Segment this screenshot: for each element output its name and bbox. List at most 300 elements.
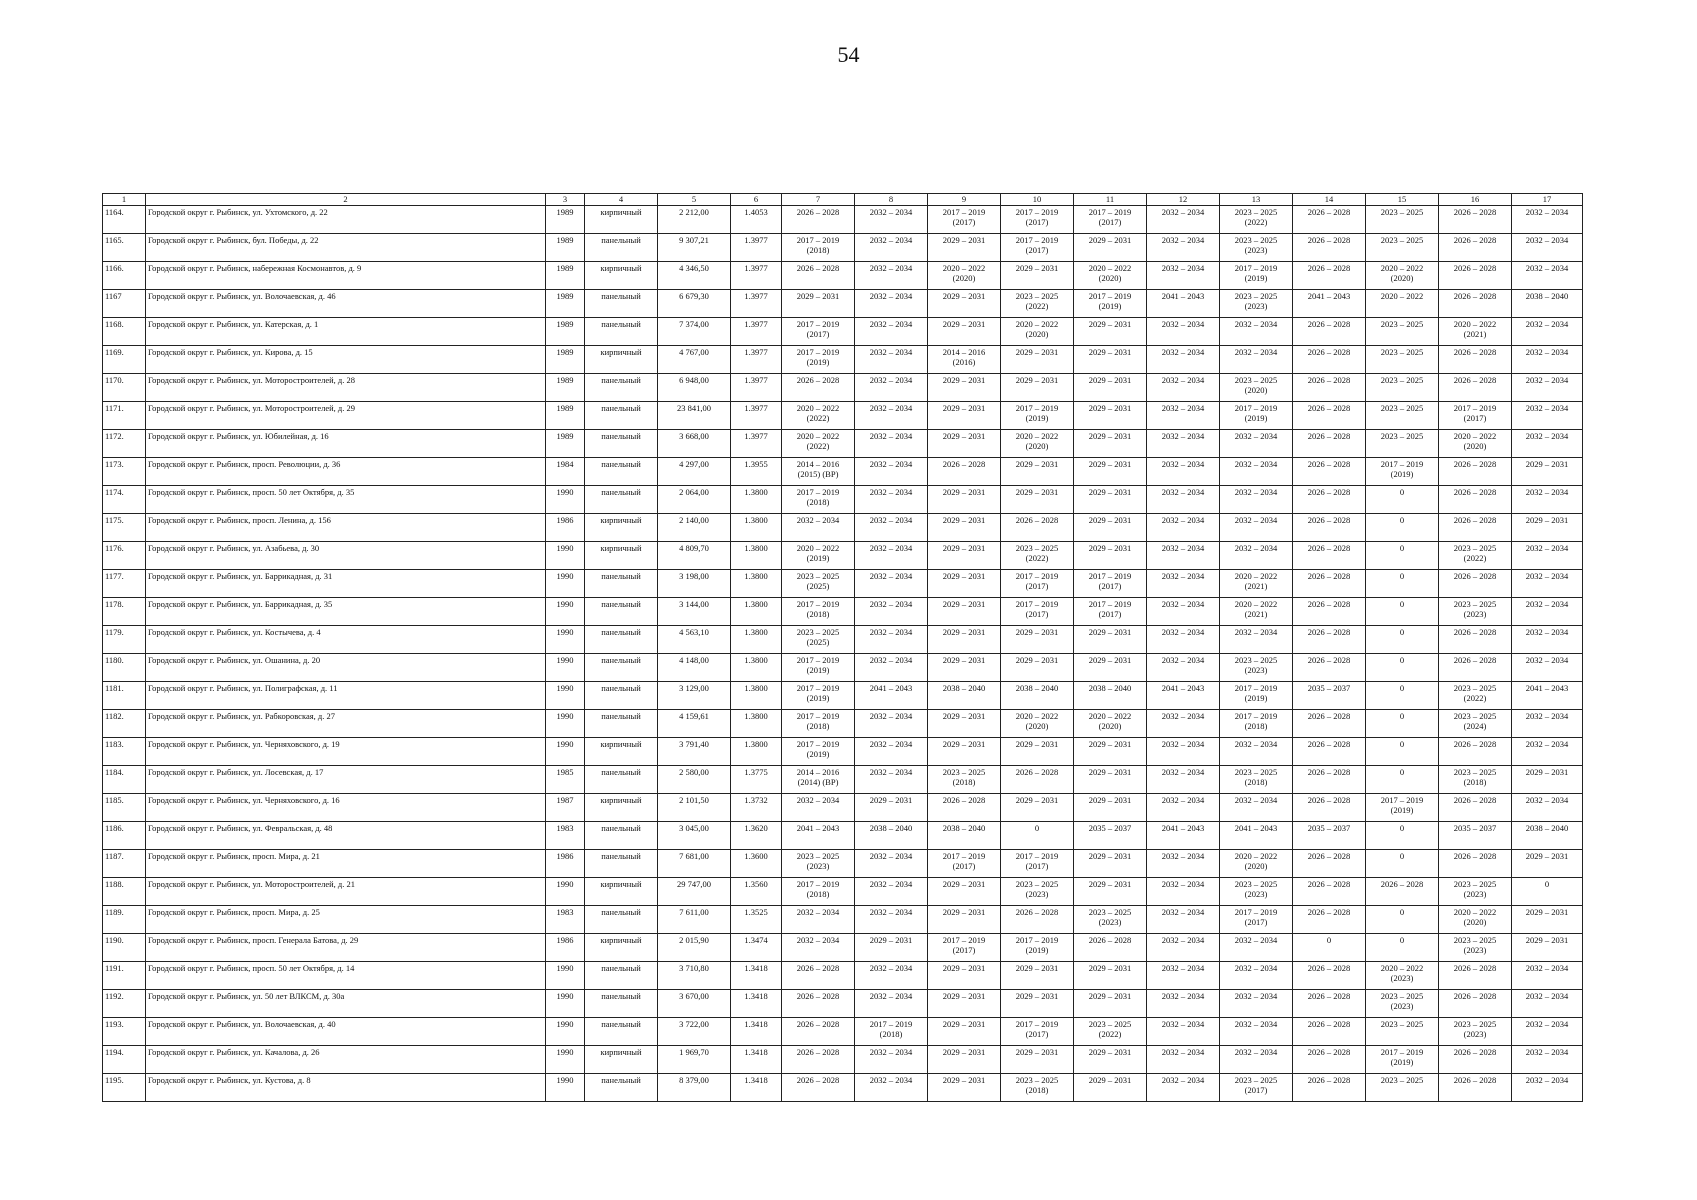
area-cell: 3 198,00 (658, 570, 731, 598)
period-cell: 2041 – 2043 (1512, 682, 1583, 710)
row-number-cell: 1176. (103, 542, 146, 570)
period-cell: 2032 – 2034 (1512, 1074, 1583, 1102)
period-cell: 0 (1366, 766, 1439, 794)
area-cell: 4 767,00 (658, 346, 731, 374)
area-cell: 3 045,00 (658, 822, 731, 850)
year-built-cell: 1990 (546, 598, 585, 626)
period-cell: 2020 – 2022 (1366, 290, 1439, 318)
period-cell: 2023 – 2025 (2023) (1220, 654, 1293, 682)
period-cell: 2032 – 2034 (1147, 346, 1220, 374)
period-cell: 2032 – 2034 (1512, 962, 1583, 990)
period-cell: 2029 – 2031 (1001, 458, 1074, 486)
period-cell: 2023 – 2025 (2023) (1074, 906, 1147, 934)
period-cell: 2032 – 2034 (1147, 402, 1220, 430)
area-cell: 4 159,61 (658, 710, 731, 738)
period-cell: 2032 – 2034 (855, 234, 928, 262)
area-cell: 4 563,10 (658, 626, 731, 654)
period-cell: 2026 – 2028 (1293, 1018, 1366, 1046)
period-cell: 2029 – 2031 (1074, 766, 1147, 794)
address-cell: Городской округ г. Рыбинск, ул. Ухтомского, д. 22 (146, 206, 546, 234)
period-cell: 2023 – 2025 (2025) (782, 626, 855, 654)
period-cell: 2023 – 2025 (2022) (1439, 542, 1512, 570)
period-cell: 2032 – 2034 (1147, 850, 1220, 878)
period-cell: 2026 – 2028 (1293, 878, 1366, 906)
wall-material-cell: панельный (585, 570, 658, 598)
period-cell: 2017 – 2019 (2019) (1001, 402, 1074, 430)
period-cell: 2017 – 2019 (2017) (1074, 570, 1147, 598)
coefficient-cell: 1.3800 (731, 570, 782, 598)
period-cell: 2029 – 2031 (1001, 486, 1074, 514)
year-built-cell: 1983 (546, 906, 585, 934)
period-cell: 2017 – 2019 (2017) (1001, 850, 1074, 878)
year-built-cell: 1990 (546, 542, 585, 570)
period-cell: 2017 – 2019 (2017) (928, 206, 1001, 234)
period-cell: 2020 – 2022 (2020) (1439, 430, 1512, 458)
column-number-header: 1 (103, 194, 146, 206)
period-cell: 2026 – 2028 (1293, 570, 1366, 598)
address-cell: Городской округ г. Рыбинск, ул. Качалова, д. 26 (146, 1046, 546, 1074)
row-number-cell: 1178. (103, 598, 146, 626)
coefficient-cell: 1.3977 (731, 402, 782, 430)
coefficient-cell: 1.3732 (731, 794, 782, 822)
period-cell: 2017 – 2019 (2019) (1220, 682, 1293, 710)
wall-material-cell: панельный (585, 1018, 658, 1046)
period-cell: 2017 – 2019 (2019) (1074, 290, 1147, 318)
year-built-cell: 1990 (546, 654, 585, 682)
year-built-cell: 1986 (546, 850, 585, 878)
period-cell: 2032 – 2034 (1512, 234, 1583, 262)
address-cell: Городской округ г. Рыбинск, ул. Костычева, д. 4 (146, 626, 546, 654)
area-cell: 3 144,00 (658, 598, 731, 626)
row-number-cell: 1192. (103, 990, 146, 1018)
period-cell: 2032 – 2034 (1512, 598, 1583, 626)
period-cell: 2029 – 2031 (1074, 1046, 1147, 1074)
year-built-cell: 1990 (546, 878, 585, 906)
wall-material-cell: кирпичный (585, 262, 658, 290)
period-cell: 0 (1366, 906, 1439, 934)
period-cell: 2029 – 2031 (928, 570, 1001, 598)
wall-material-cell: кирпичный (585, 1046, 658, 1074)
column-number-header: 6 (731, 194, 782, 206)
period-cell: 2035 – 2037 (1074, 822, 1147, 850)
period-cell: 2032 – 2034 (1147, 514, 1220, 542)
period-cell: 2032 – 2034 (782, 934, 855, 962)
period-cell: 2026 – 2028 (1293, 990, 1366, 1018)
period-cell: 2023 – 2025 (2023) (1439, 598, 1512, 626)
period-cell: 2029 – 2031 (928, 906, 1001, 934)
area-cell: 1 969,70 (658, 1046, 731, 1074)
period-cell: 2029 – 2031 (855, 794, 928, 822)
table-row (103, 850, 1583, 878)
period-cell: 2020 – 2022 (2020) (1001, 318, 1074, 346)
row-number-cell: 1184. (103, 766, 146, 794)
period-cell: 2029 – 2031 (1001, 654, 1074, 682)
table-row (103, 682, 1583, 710)
table-row (103, 906, 1583, 934)
area-cell: 3 668,00 (658, 430, 731, 458)
year-built-cell: 1990 (546, 1018, 585, 1046)
period-cell: 2029 – 2031 (928, 514, 1001, 542)
period-cell: 2020 – 2022 (2020) (1001, 710, 1074, 738)
year-built-cell: 1990 (546, 710, 585, 738)
period-cell: 2038 – 2040 (1074, 682, 1147, 710)
period-cell: 2026 – 2028 (1366, 878, 1439, 906)
period-cell: 2023 – 2025 (2017) (1220, 1074, 1293, 1102)
address-cell: Городской округ г. Рыбинск, ул. Февральская, д. 48 (146, 822, 546, 850)
table-row (103, 1018, 1583, 1046)
period-cell: 2032 – 2034 (855, 906, 928, 934)
period-cell: 2038 – 2040 (928, 682, 1001, 710)
period-cell: 2026 – 2028 (1439, 374, 1512, 402)
address-cell: Городской округ г. Рыбинск, ул. Моторостроителей, д. 28 (146, 374, 546, 402)
wall-material-cell: панельный (585, 850, 658, 878)
period-cell: 2026 – 2028 (1293, 402, 1366, 430)
area-cell: 4 346,50 (658, 262, 731, 290)
period-cell: 2029 – 2031 (1001, 262, 1074, 290)
row-number-cell: 1166. (103, 262, 146, 290)
period-cell: 2029 – 2031 (928, 654, 1001, 682)
period-cell: 2032 – 2034 (782, 514, 855, 542)
period-cell: 2026 – 2028 (1439, 486, 1512, 514)
period-cell: 2029 – 2031 (928, 990, 1001, 1018)
period-cell: 2029 – 2031 (1512, 514, 1583, 542)
area-cell: 3 791,40 (658, 738, 731, 766)
column-number-header: 9 (928, 194, 1001, 206)
period-cell: 2029 – 2031 (1074, 654, 1147, 682)
row-number-cell: 1185. (103, 794, 146, 822)
period-cell: 2023 – 2025 (2023) (1220, 234, 1293, 262)
period-cell: 2026 – 2028 (1439, 1046, 1512, 1074)
period-cell: 2026 – 2028 (1293, 766, 1366, 794)
year-built-cell: 1989 (546, 290, 585, 318)
period-cell: 2032 – 2034 (1147, 486, 1220, 514)
table-row (103, 990, 1583, 1018)
period-cell: 2032 – 2034 (1220, 542, 1293, 570)
table-row (103, 962, 1583, 990)
wall-material-cell: панельный (585, 962, 658, 990)
period-cell: 0 (1512, 878, 1583, 906)
address-cell: Городской округ г. Рыбинск, ул. Рабкоровская, д. 27 (146, 710, 546, 738)
period-cell: 2026 – 2028 (1439, 1074, 1512, 1102)
period-cell: 2032 – 2034 (855, 878, 928, 906)
period-cell: 0 (1366, 514, 1439, 542)
year-built-cell: 1985 (546, 766, 585, 794)
period-cell: 2041 – 2043 (1220, 822, 1293, 850)
year-built-cell: 1989 (546, 234, 585, 262)
period-cell: 2038 – 2040 (1512, 290, 1583, 318)
period-cell: 2029 – 2031 (1074, 486, 1147, 514)
table-row (103, 794, 1583, 822)
table-row (103, 934, 1583, 962)
period-cell: 2026 – 2028 (1293, 1074, 1366, 1102)
table-row (103, 598, 1583, 626)
period-cell: 2035 – 2037 (1439, 822, 1512, 850)
period-cell: 2032 – 2034 (855, 710, 928, 738)
period-cell: 2026 – 2028 (1074, 934, 1147, 962)
period-cell: 2032 – 2034 (1512, 570, 1583, 598)
period-cell: 2038 – 2040 (928, 822, 1001, 850)
address-cell: Городской округ г. Рыбинск, просп. Мира, д. 21 (146, 850, 546, 878)
period-cell: 2029 – 2031 (1074, 430, 1147, 458)
table-row (103, 262, 1583, 290)
wall-material-cell: панельный (585, 710, 658, 738)
period-cell: 2020 – 2022 (2020) (1366, 262, 1439, 290)
address-cell: Городской округ г. Рыбинск, просп. 50 лет Октября, д. 35 (146, 486, 546, 514)
area-cell: 4 148,00 (658, 654, 731, 682)
period-cell: 2014 – 2016 (2016) (928, 346, 1001, 374)
period-cell: 2029 – 2031 (1074, 738, 1147, 766)
wall-material-cell: панельный (585, 822, 658, 850)
period-cell: 2023 – 2025 (2023) (1366, 990, 1439, 1018)
table-row (103, 766, 1583, 794)
year-built-cell: 1989 (546, 430, 585, 458)
period-cell: 2032 – 2034 (1512, 346, 1583, 374)
year-built-cell: 1989 (546, 262, 585, 290)
period-cell: 2029 – 2031 (928, 234, 1001, 262)
period-cell: 2029 – 2031 (1074, 542, 1147, 570)
period-cell: 2026 – 2028 (1439, 570, 1512, 598)
period-cell: 2023 – 2025 (2018) (1001, 1074, 1074, 1102)
period-cell: 2029 – 2031 (1512, 766, 1583, 794)
table-row (103, 402, 1583, 430)
period-cell: 2017 – 2019 (2017) (782, 318, 855, 346)
column-number-header: 17 (1512, 194, 1583, 206)
period-cell: 2032 – 2034 (1147, 934, 1220, 962)
period-cell: 2026 – 2028 (1439, 234, 1512, 262)
coefficient-cell: 1.3525 (731, 906, 782, 934)
housing-repair-schedule-table (102, 193, 1583, 1102)
row-number-cell: 1186. (103, 822, 146, 850)
period-cell: 2041 – 2043 (1293, 290, 1366, 318)
wall-material-cell: кирпичный (585, 794, 658, 822)
address-cell: Городской округ г. Рыбинск, ул. Черняховского, д. 16 (146, 794, 546, 822)
column-number-header: 16 (1439, 194, 1512, 206)
year-built-cell: 1990 (546, 1046, 585, 1074)
period-cell: 2032 – 2034 (1512, 402, 1583, 430)
coefficient-cell: 1.3977 (731, 346, 782, 374)
address-cell: Городской округ г. Рыбинск, ул. Баррикадная, д. 35 (146, 598, 546, 626)
period-cell: 2017 – 2019 (2018) (1220, 710, 1293, 738)
period-cell: 2017 – 2019 (2019) (1220, 402, 1293, 430)
row-number-cell: 1180. (103, 654, 146, 682)
period-cell: 2020 – 2022 (2020) (1001, 430, 1074, 458)
period-cell: 0 (1366, 542, 1439, 570)
period-cell: 2029 – 2031 (928, 1074, 1001, 1102)
period-cell: 2017 – 2019 (2019) (1366, 458, 1439, 486)
period-cell: 2023 – 2025 (1366, 374, 1439, 402)
area-cell: 2 064,00 (658, 486, 731, 514)
period-cell: 0 (1001, 822, 1074, 850)
period-cell: 2023 – 2025 (2022) (1001, 290, 1074, 318)
period-cell: 2029 – 2031 (928, 738, 1001, 766)
coefficient-cell: 1.3474 (731, 934, 782, 962)
period-cell: 2032 – 2034 (855, 346, 928, 374)
column-number-header: 11 (1074, 194, 1147, 206)
row-number-cell: 1173. (103, 458, 146, 486)
address-cell: Городской округ г. Рыбинск, ул. Кустова, д. 8 (146, 1074, 546, 1102)
period-cell: 2032 – 2034 (1147, 1018, 1220, 1046)
period-cell: 2032 – 2034 (1220, 1046, 1293, 1074)
coefficient-cell: 1.3977 (731, 374, 782, 402)
period-cell: 2032 – 2034 (1220, 738, 1293, 766)
coefficient-cell: 1.3800 (731, 626, 782, 654)
period-cell: 2023 – 2025 (2020) (1220, 374, 1293, 402)
period-cell: 2023 – 2025 (2023) (1220, 878, 1293, 906)
period-cell: 2026 – 2028 (1293, 346, 1366, 374)
period-cell: 2032 – 2034 (1512, 710, 1583, 738)
period-cell: 2023 – 2025 (2022) (1001, 542, 1074, 570)
period-cell: 2032 – 2034 (855, 738, 928, 766)
period-cell: 2032 – 2034 (855, 626, 928, 654)
period-cell: 2032 – 2034 (1147, 710, 1220, 738)
period-cell: 2032 – 2034 (1512, 738, 1583, 766)
period-cell: 2032 – 2034 (1147, 234, 1220, 262)
wall-material-cell: кирпичный (585, 542, 658, 570)
period-cell: 2029 – 2031 (1001, 346, 1074, 374)
period-cell: 2032 – 2034 (1220, 318, 1293, 346)
period-cell: 2026 – 2028 (1293, 430, 1366, 458)
period-cell: 2032 – 2034 (855, 570, 928, 598)
column-number-header: 15 (1366, 194, 1439, 206)
period-cell: 2023 – 2025 (2023) (1001, 878, 1074, 906)
year-built-cell: 1986 (546, 934, 585, 962)
coefficient-cell: 1.3800 (731, 738, 782, 766)
period-cell: 2038 – 2040 (1512, 822, 1583, 850)
period-cell: 2026 – 2028 (1293, 626, 1366, 654)
row-number-cell: 1190. (103, 934, 146, 962)
period-cell: 2017 – 2019 (2017) (1220, 906, 1293, 934)
period-cell: 2032 – 2034 (1147, 878, 1220, 906)
area-cell: 3 710,80 (658, 962, 731, 990)
coefficient-cell: 1.3418 (731, 962, 782, 990)
coefficient-cell: 1.3418 (731, 1018, 782, 1046)
area-cell: 6 679,30 (658, 290, 731, 318)
period-cell: 2038 – 2040 (1001, 682, 1074, 710)
period-cell: 2020 – 2022 (2021) (1439, 318, 1512, 346)
period-cell: 2026 – 2028 (1293, 850, 1366, 878)
period-cell: 2032 – 2034 (855, 598, 928, 626)
row-number-cell: 1177. (103, 570, 146, 598)
period-cell: 2020 – 2022 (2021) (1220, 598, 1293, 626)
period-cell: 2029 – 2031 (1074, 402, 1147, 430)
table-row (103, 738, 1583, 766)
period-cell: 2029 – 2031 (1074, 990, 1147, 1018)
period-cell: 2023 – 2025 (2018) (928, 766, 1001, 794)
row-number-cell: 1179. (103, 626, 146, 654)
table-row (103, 346, 1583, 374)
column-number-header: 13 (1220, 194, 1293, 206)
row-number-cell: 1172. (103, 430, 146, 458)
period-cell: 2026 – 2028 (782, 962, 855, 990)
row-number-cell: 1175. (103, 514, 146, 542)
address-cell: Городской округ г. Рыбинск, ул. Кирова, д. 15 (146, 346, 546, 374)
year-built-cell: 1986 (546, 514, 585, 542)
period-cell: 2023 – 2025 (2022) (1220, 206, 1293, 234)
period-cell: 2032 – 2034 (782, 794, 855, 822)
row-number-cell: 1195. (103, 1074, 146, 1102)
period-cell: 2020 – 2022 (2022) (782, 430, 855, 458)
year-built-cell: 1990 (546, 738, 585, 766)
period-cell: 2029 – 2031 (1074, 318, 1147, 346)
wall-material-cell: кирпичный (585, 206, 658, 234)
period-cell: 2032 – 2034 (1147, 1046, 1220, 1074)
period-cell: 2032 – 2034 (1147, 262, 1220, 290)
area-cell: 3 670,00 (658, 990, 731, 1018)
table-row (103, 206, 1583, 234)
period-cell: 2026 – 2028 (782, 1018, 855, 1046)
period-cell: 2032 – 2034 (1147, 738, 1220, 766)
period-cell: 2032 – 2034 (1220, 990, 1293, 1018)
address-cell: Городской округ г. Рыбинск, ул. Азабьева, д. 30 (146, 542, 546, 570)
address-cell: Городской округ г. Рыбинск, ул. Черняховского, д. 19 (146, 738, 546, 766)
coefficient-cell: 1.3977 (731, 262, 782, 290)
year-built-cell: 1989 (546, 374, 585, 402)
period-cell: 2029 – 2031 (855, 934, 928, 962)
period-cell: 0 (1366, 654, 1439, 682)
address-cell: Городской округ г. Рыбинск, ул. Волочаевская, д. 40 (146, 1018, 546, 1046)
period-cell: 2032 – 2034 (1512, 206, 1583, 234)
period-cell: 0 (1366, 738, 1439, 766)
period-cell: 2026 – 2028 (1293, 654, 1366, 682)
column-number-header-row (103, 194, 1583, 206)
wall-material-cell: панельный (585, 458, 658, 486)
column-number-header: 12 (1147, 194, 1220, 206)
year-built-cell: 1990 (546, 682, 585, 710)
coefficient-cell: 1.3977 (731, 430, 782, 458)
table-row (103, 570, 1583, 598)
period-cell: 2026 – 2028 (928, 458, 1001, 486)
period-cell: 0 (1366, 626, 1439, 654)
period-cell: 2023 – 2025 (2018) (1439, 766, 1512, 794)
coefficient-cell: 1.3775 (731, 766, 782, 794)
period-cell: 2029 – 2031 (928, 402, 1001, 430)
period-cell: 2023 – 2025 (1366, 402, 1439, 430)
period-cell: 2038 – 2040 (855, 822, 928, 850)
period-cell: 0 (1366, 486, 1439, 514)
period-cell: 2026 – 2028 (1001, 514, 1074, 542)
period-cell: 2026 – 2028 (1001, 766, 1074, 794)
area-cell: 2 015,90 (658, 934, 731, 962)
period-cell: 2023 – 2025 (2023) (782, 850, 855, 878)
period-cell: 2029 – 2031 (928, 962, 1001, 990)
period-cell: 2029 – 2031 (1074, 346, 1147, 374)
column-number-header: 3 (546, 194, 585, 206)
row-number-cell: 1171. (103, 402, 146, 430)
address-cell: Городской округ г. Рыбинск, ул. Волочаевская, д. 46 (146, 290, 546, 318)
period-cell: 2029 – 2031 (1001, 626, 1074, 654)
row-number-cell: 1191. (103, 962, 146, 990)
table-row (103, 542, 1583, 570)
period-cell: 2029 – 2031 (928, 598, 1001, 626)
period-cell: 2017 – 2019 (2019) (782, 682, 855, 710)
row-number-cell: 1182. (103, 710, 146, 738)
period-cell: 2017 – 2019 (2019) (782, 346, 855, 374)
period-cell: 0 (1366, 822, 1439, 850)
period-cell: 2032 – 2034 (1512, 318, 1583, 346)
column-number-header: 4 (585, 194, 658, 206)
year-built-cell: 1990 (546, 626, 585, 654)
table-row (103, 514, 1583, 542)
wall-material-cell: панельный (585, 290, 658, 318)
period-cell: 2041 – 2043 (1147, 822, 1220, 850)
table-row (103, 654, 1583, 682)
table-body (103, 206, 1583, 1102)
row-number-cell: 1169. (103, 346, 146, 374)
period-cell: 2023 – 2025 (2022) (1074, 1018, 1147, 1046)
period-cell: 2023 – 2025 (2023) (1439, 878, 1512, 906)
coefficient-cell: 1.3620 (731, 822, 782, 850)
area-cell: 9 307,21 (658, 234, 731, 262)
